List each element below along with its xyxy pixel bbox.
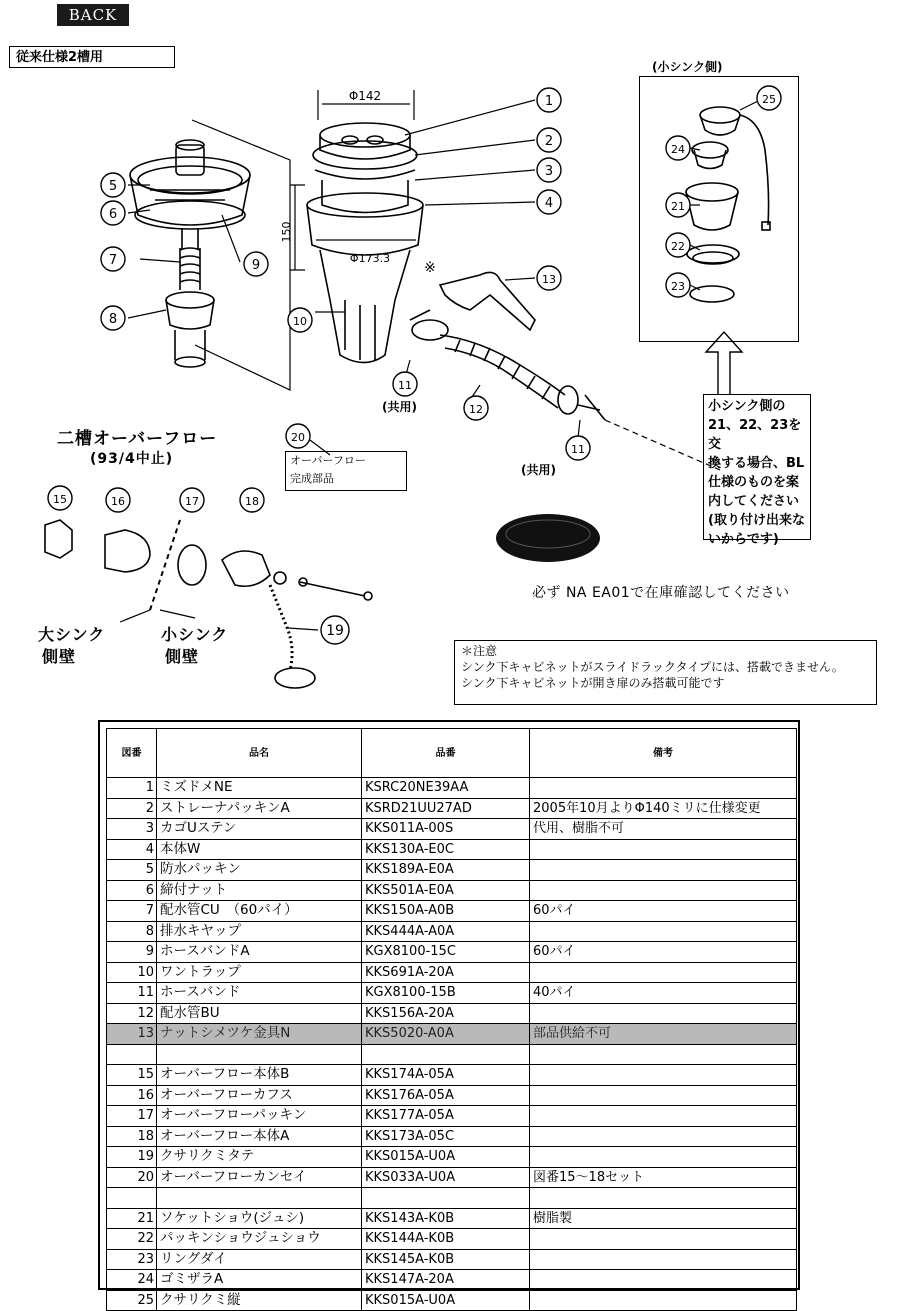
back-button[interactable]: BACK — [57, 4, 129, 26]
cell-no: 9 — [107, 942, 157, 963]
cell-no: 15 — [107, 1065, 157, 1086]
cell-note — [530, 962, 797, 983]
overflow-box-line1: オーバーフロー — [290, 454, 366, 467]
cell-code: KKS156A-20A — [362, 1003, 530, 1024]
cell-no: 6 — [107, 880, 157, 901]
note-line: 換する場合、BL — [708, 456, 805, 471]
cell-code: KKS011A-00S — [362, 819, 530, 840]
table-row — [107, 1044, 797, 1065]
cell-code: KKS691A-20A — [362, 962, 530, 983]
header-code: 品番 — [362, 729, 530, 778]
cell-note: 代用、樹脂不可 — [530, 819, 797, 840]
cell-note — [530, 1290, 797, 1311]
table-row — [107, 1003, 797, 1024]
parts-table — [106, 728, 797, 1311]
callout-25: 25 — [762, 93, 776, 106]
cell-code: KKS144A-K0B — [362, 1229, 530, 1250]
small-sink-side-label: (小シンク側) — [652, 60, 723, 74]
cell-note: 2005年10月よりΦ140ミリに仕様変更 — [530, 798, 797, 819]
drain-hose-drawing — [412, 320, 605, 420]
cell-name — [157, 1044, 362, 1065]
callout-12: 12 — [469, 403, 483, 416]
table-row — [107, 1188, 797, 1209]
cell-name: ソケットショウ(ジュシ) — [157, 1208, 362, 1229]
drain-pipe-drawing — [166, 248, 214, 367]
table-row — [107, 1106, 797, 1127]
cell-name: カゴUステン — [157, 819, 362, 840]
header-name: 品名 — [157, 729, 362, 778]
table-row — [107, 819, 797, 840]
callout-4: 4 — [544, 196, 554, 211]
cell-name: 締付ナット — [157, 880, 362, 901]
cell-code: KKS177A-05A — [362, 1106, 530, 1127]
cell-name: 本体W — [157, 839, 362, 860]
cell-code: KKS147A-20A — [362, 1270, 530, 1291]
spec-title: 従来仕様2槽用 — [9, 46, 175, 68]
table-row — [107, 778, 797, 799]
cell-no: 17 — [107, 1106, 157, 1127]
stamp-mark — [496, 514, 600, 562]
cell-note — [530, 921, 797, 942]
strainer-basket-drawing — [130, 140, 250, 250]
cell-no: 1 — [107, 778, 157, 799]
cell-name: ゴミザラA — [157, 1270, 362, 1291]
cell-name: オーバーフローパッキン — [157, 1106, 362, 1127]
note-line: いからです) — [708, 532, 779, 547]
cell-no: 13 — [107, 1024, 157, 1045]
callout-21: 21 — [671, 200, 685, 213]
callout-13: 13 — [542, 273, 556, 286]
cell-code: KGX8100-15C — [362, 942, 530, 963]
cell-no: 23 — [107, 1249, 157, 1270]
table-row — [107, 1147, 797, 1168]
note-line: 21、22、23を交 — [708, 418, 802, 452]
cell-note — [530, 839, 797, 860]
cell-no: 4 — [107, 839, 157, 860]
table-row — [107, 1290, 797, 1311]
cell-no: 12 — [107, 1003, 157, 1024]
cell-note: 60パイ — [530, 901, 797, 922]
cell-name: ホースバンド — [157, 983, 362, 1004]
dim-height: 150 — [280, 221, 293, 243]
shared-label-2: (共用) — [521, 463, 556, 477]
note-line: (取り付け出来な — [708, 513, 805, 528]
header-number: 図番 — [107, 729, 157, 778]
callout-3: 3 — [544, 164, 554, 179]
callout-11a: 11 — [398, 379, 412, 392]
table-row — [107, 1065, 797, 1086]
table-row — [107, 921, 797, 942]
cell-code: KKS145A-K0B — [362, 1249, 530, 1270]
cell-name: ワントラップ — [157, 962, 362, 983]
cell-code: KKS015A-U0A — [362, 1147, 530, 1168]
cell-note — [530, 1147, 797, 1168]
cell-note — [530, 1270, 797, 1291]
small-sink-note — [703, 394, 811, 547]
cell-no: 20 — [107, 1167, 157, 1188]
table-row — [107, 942, 797, 963]
cell-note — [530, 860, 797, 881]
cell-no: 3 — [107, 819, 157, 840]
cell-name: 防水パッキン — [157, 860, 362, 881]
cell-note — [530, 1126, 797, 1147]
cell-code: KKS015A-U0A — [362, 1290, 530, 1311]
cell-name: オーバーフローカンセイ — [157, 1167, 362, 1188]
table-row — [107, 798, 797, 819]
cell-no: 18 — [107, 1126, 157, 1147]
cell-name: 排水キヤップ — [157, 921, 362, 942]
cell-name: ホースバンドA — [157, 942, 362, 963]
cell-name: ミズドメNE — [157, 778, 362, 799]
small-sink-wall-line2: 側壁 — [165, 647, 200, 666]
cell-no: 24 — [107, 1270, 157, 1291]
cell-note: 60パイ — [530, 942, 797, 963]
cell-name: クサリクミ縦 — [157, 1290, 362, 1311]
table-row — [107, 962, 797, 983]
table-row — [107, 839, 797, 860]
callout-10: 10 — [293, 315, 307, 328]
leader-lines — [192, 120, 290, 390]
cell-name: ストレーナパッキンA — [157, 798, 362, 819]
callout-1: 1 — [544, 94, 554, 109]
cell-code: KKS150A-A0B — [362, 901, 530, 922]
cell-note — [530, 1188, 797, 1209]
callout-24: 24 — [671, 143, 685, 156]
caution-line1: シンク下キャビネットがスライドラックタイプには、搭載できません。 — [461, 660, 844, 674]
parts-table-container — [98, 720, 800, 1308]
note-line: 内してください — [708, 494, 800, 509]
table-row — [107, 1126, 797, 1147]
cell-code: KKS143A-K0B — [362, 1208, 530, 1229]
cell-note — [530, 1044, 797, 1065]
cell-code: KKS5020-A0A — [362, 1024, 530, 1045]
cell-no: 2 — [107, 798, 157, 819]
callout-8: 8 — [108, 312, 118, 327]
cell-no: 21 — [107, 1208, 157, 1229]
cell-code: KKS033A-U0A — [362, 1167, 530, 1188]
caution-title: ＊注意 — [461, 644, 498, 658]
dim-diameter-top: Φ142 — [348, 89, 382, 103]
cell-name: クサリクミタテ — [157, 1147, 362, 1168]
small-sink-wall-line1: 小シンク — [161, 625, 229, 644]
note-line: 小シンク側の — [708, 399, 786, 414]
overflow-box-line2: 完成部品 — [290, 472, 334, 485]
stock-check-notice: 必ず NA EA01で在庫確認してください — [532, 585, 790, 601]
cell-code: KKS176A-05A — [362, 1085, 530, 1106]
table-row — [107, 901, 797, 922]
cell-code: KSRD21UU27AD — [362, 798, 530, 819]
callout-9: 9 — [251, 258, 261, 273]
cell-name: パッキンショウジュショウ — [157, 1229, 362, 1250]
large-sink-wall-line1: 大シンク — [38, 625, 106, 644]
cell-note: 40パイ — [530, 983, 797, 1004]
header-note: 備考 — [530, 729, 797, 778]
cell-note: 図番15～18セット — [530, 1167, 797, 1188]
shared-label-1: (共用) — [382, 400, 417, 414]
callout-11b: 11 — [571, 443, 585, 456]
cell-note — [530, 1106, 797, 1127]
callout-7: 7 — [108, 253, 118, 268]
table-row — [107, 880, 797, 901]
cell-name: リングダイ — [157, 1249, 362, 1270]
cell-code: KKS174A-05A — [362, 1065, 530, 1086]
large-sink-wall-line2: 側壁 — [42, 647, 77, 666]
cell-note: 樹脂製 — [530, 1208, 797, 1229]
overflow-subtitle: (93/4中止) — [90, 451, 174, 467]
callout-2: 2 — [544, 134, 554, 149]
table-row — [107, 1270, 797, 1291]
cell-code: KKS130A-E0C — [362, 839, 530, 860]
cell-name: オーバーフロー本体A — [157, 1126, 362, 1147]
callout-6: 6 — [108, 207, 118, 222]
table-row — [107, 1249, 797, 1270]
cell-code: KKS501A-E0A — [362, 880, 530, 901]
callout-22: 22 — [671, 240, 685, 253]
caution-box — [454, 640, 877, 705]
cell-no: 16 — [107, 1085, 157, 1106]
callout-17: 17 — [185, 495, 199, 508]
cell-code: KSRC20NE39AA — [362, 778, 530, 799]
cell-name — [157, 1188, 362, 1209]
cell-code: KKS444A-A0A — [362, 921, 530, 942]
cell-note — [530, 1229, 797, 1250]
cell-no: 25 — [107, 1290, 157, 1311]
wrench-drawing — [440, 272, 535, 330]
cell-code — [362, 1044, 530, 1065]
cell-note — [530, 1065, 797, 1086]
cell-code: KKS173A-05C — [362, 1126, 530, 1147]
table-header-row — [107, 729, 797, 778]
table-row — [107, 1024, 797, 1045]
callout-19: 19 — [326, 623, 344, 639]
cell-note — [530, 1003, 797, 1024]
cell-no: 19 — [107, 1147, 157, 1168]
small-sink-frame — [639, 76, 799, 342]
cell-no: 22 — [107, 1229, 157, 1250]
callout-18: 18 — [245, 495, 259, 508]
table-row — [107, 860, 797, 881]
cell-no: 11 — [107, 983, 157, 1004]
cell-note — [530, 1085, 797, 1106]
callout-15: 15 — [53, 493, 67, 506]
table-row — [107, 983, 797, 1004]
cell-no: 10 — [107, 962, 157, 983]
callout-23: 23 — [671, 280, 685, 293]
table-row — [107, 1229, 797, 1250]
table-row — [107, 1085, 797, 1106]
caution-line2: シンク下キャビネットが開き扉のみ搭載可能です — [461, 676, 725, 690]
cell-no: 5 — [107, 860, 157, 881]
cell-no: 8 — [107, 921, 157, 942]
callout-16: 16 — [111, 495, 125, 508]
cell-no: 7 — [107, 901, 157, 922]
table-row — [107, 1167, 797, 1188]
large-sink-wall-label — [38, 624, 105, 668]
overflow-title: 二槽オーバーフロー — [57, 429, 218, 449]
cell-code — [362, 1188, 530, 1209]
small-sink-wall-label — [161, 624, 228, 668]
cell-name: オーバーフローカフス — [157, 1085, 362, 1106]
cell-name: 配水管BU — [157, 1003, 362, 1024]
cell-name: オーバーフロー本体B — [157, 1065, 362, 1086]
note-line: 仕様のものを案 — [708, 475, 800, 490]
cell-code: KGX8100-15B — [362, 983, 530, 1004]
table-row — [107, 1208, 797, 1229]
cell-no — [107, 1044, 157, 1065]
cell-note: 部品供給不可 — [530, 1024, 797, 1045]
cell-note — [530, 778, 797, 799]
asterisk-mark: ※ — [424, 260, 436, 276]
cell-code: KKS189A-E0A — [362, 860, 530, 881]
overflow-complete-box — [285, 451, 407, 491]
dim-diameter-body: Φ173.3 — [349, 252, 391, 265]
cell-note — [530, 880, 797, 901]
cell-name: ナットシメツケ金具N — [157, 1024, 362, 1045]
callout-5: 5 — [108, 179, 118, 194]
cell-no — [107, 1188, 157, 1209]
callout-20: 20 — [291, 431, 305, 444]
drain-body-drawing — [307, 123, 430, 363]
cell-name: 配水管CU （60パイ） — [157, 901, 362, 922]
cell-note — [530, 1249, 797, 1270]
